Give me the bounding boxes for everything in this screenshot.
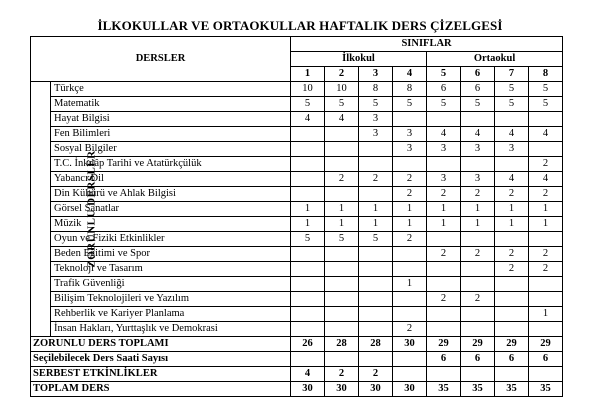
- grade-header: 3: [359, 67, 393, 82]
- subject-row: [31, 307, 563, 322]
- hour-cell: [393, 157, 427, 172]
- hour-cell: [495, 307, 529, 322]
- hour-cell: 1: [529, 202, 563, 217]
- hour-cell: 2: [529, 187, 563, 202]
- hour-cell: 2: [427, 247, 461, 262]
- hour-cell: [325, 187, 359, 202]
- totals-label: Seçilebilecek Ders Saati Sayısı: [31, 352, 291, 367]
- totals-cell: 28: [359, 337, 393, 352]
- hour-cell: 3: [461, 142, 495, 157]
- hour-cell: 4: [495, 172, 529, 187]
- hour-cell: 1: [291, 217, 325, 232]
- hour-cell: 1: [461, 202, 495, 217]
- subject-name: Sosyal Bilgiler: [51, 142, 291, 157]
- hour-cell: 2: [393, 187, 427, 202]
- hour-cell: 1: [359, 217, 393, 232]
- hour-cell: [427, 157, 461, 172]
- hour-cell: [461, 232, 495, 247]
- hour-cell: 5: [325, 232, 359, 247]
- hour-cell: [291, 127, 325, 142]
- hour-cell: [529, 232, 563, 247]
- subject-row: [31, 172, 563, 187]
- hour-cell: 1: [529, 217, 563, 232]
- hour-cell: [291, 172, 325, 187]
- hour-cell: 2: [461, 187, 495, 202]
- hour-cell: [461, 112, 495, 127]
- subject-name: Oyun ve Fiziki Etkinlikler: [51, 232, 291, 247]
- hour-cell: 2: [325, 172, 359, 187]
- subject-name: Matematik: [51, 97, 291, 112]
- hour-cell: 2: [495, 262, 529, 277]
- hour-cell: 2: [461, 247, 495, 262]
- hour-cell: 1: [393, 277, 427, 292]
- hour-cell: 2: [393, 172, 427, 187]
- hour-cell: 2: [461, 292, 495, 307]
- ortaokul-header: Ortaokul: [427, 52, 563, 67]
- totals-cell: 26: [291, 337, 325, 352]
- hour-cell: [427, 232, 461, 247]
- hour-cell: [359, 307, 393, 322]
- subject-name: Rehberlik ve Kariyer Planlama: [51, 307, 291, 322]
- totals-cell: 29: [461, 337, 495, 352]
- siniflar-header: SINIFLAR: [291, 37, 563, 52]
- subject-row: [31, 82, 563, 97]
- subject-row: [31, 202, 563, 217]
- hour-cell: 1: [427, 202, 461, 217]
- subject-name: Hayat Bilgisi: [51, 112, 291, 127]
- hour-cell: 2: [393, 232, 427, 247]
- hour-cell: 1: [529, 307, 563, 322]
- hour-cell: 3: [359, 112, 393, 127]
- hour-cell: 8: [359, 82, 393, 97]
- hour-cell: [393, 292, 427, 307]
- hour-cell: 1: [359, 202, 393, 217]
- hour-cell: [291, 142, 325, 157]
- hour-cell: 2: [393, 322, 427, 337]
- grade-header: 8: [529, 67, 563, 82]
- totals-row: [31, 337, 563, 352]
- subject-name: Görsel Sanatlar: [51, 202, 291, 217]
- hour-cell: 2: [495, 187, 529, 202]
- subject-row: [31, 187, 563, 202]
- subject-row: [31, 277, 563, 292]
- hour-cell: [291, 157, 325, 172]
- subject-name: Bilişim Teknolojileri ve Yazılım: [51, 292, 291, 307]
- hour-cell: 5: [461, 97, 495, 112]
- totals-cell: 6: [461, 352, 495, 367]
- totals-cell: [393, 352, 427, 367]
- hour-cell: [291, 187, 325, 202]
- hour-cell: [461, 262, 495, 277]
- totals-cell: 35: [427, 382, 461, 397]
- hour-cell: 5: [359, 97, 393, 112]
- hour-cell: [359, 277, 393, 292]
- totals-cell: 30: [359, 382, 393, 397]
- group-label-text: ZORUNLU DERSLER: [85, 149, 98, 268]
- hour-cell: 2: [529, 157, 563, 172]
- hour-cell: [529, 112, 563, 127]
- hour-cell: [495, 232, 529, 247]
- subject-row: [31, 322, 563, 337]
- totals-cell: [359, 352, 393, 367]
- totals-cell: [495, 367, 529, 382]
- dersler-header: DERSLER: [31, 37, 291, 82]
- hour-cell: [461, 157, 495, 172]
- totals-cell: 29: [495, 337, 529, 352]
- subject-row: [31, 112, 563, 127]
- hour-cell: 6: [427, 82, 461, 97]
- totals-cell: [291, 352, 325, 367]
- hour-cell: 2: [427, 292, 461, 307]
- hour-cell: [325, 127, 359, 142]
- hour-cell: 2: [427, 187, 461, 202]
- hour-cell: 1: [393, 217, 427, 232]
- hour-cell: 5: [325, 97, 359, 112]
- subject-row: [31, 127, 563, 142]
- hour-cell: 1: [393, 202, 427, 217]
- hour-cell: 5: [359, 232, 393, 247]
- hour-cell: 3: [427, 142, 461, 157]
- subject-row: [31, 97, 563, 112]
- hour-cell: [291, 277, 325, 292]
- hour-cell: [427, 307, 461, 322]
- hour-cell: [325, 307, 359, 322]
- totals-cell: 30: [393, 337, 427, 352]
- hour-cell: 4: [461, 127, 495, 142]
- totals-cell: 35: [461, 382, 495, 397]
- hour-cell: 3: [427, 172, 461, 187]
- hour-cell: 3: [461, 172, 495, 187]
- hour-cell: 1: [325, 217, 359, 232]
- hour-cell: 5: [529, 97, 563, 112]
- hour-cell: 4: [529, 127, 563, 142]
- hour-cell: [325, 262, 359, 277]
- totals-cell: 30: [325, 382, 359, 397]
- grade-header: 1: [291, 67, 325, 82]
- hour-cell: 6: [461, 82, 495, 97]
- hour-cell: 5: [427, 97, 461, 112]
- totals-cell: [427, 367, 461, 382]
- hour-cell: 4: [529, 172, 563, 187]
- hour-cell: [325, 157, 359, 172]
- hour-cell: [359, 157, 393, 172]
- hour-cell: [325, 247, 359, 262]
- totals-cell: 30: [291, 382, 325, 397]
- hour-cell: 3: [393, 127, 427, 142]
- hour-cell: [325, 277, 359, 292]
- hour-cell: [393, 262, 427, 277]
- grade-header: 5: [427, 67, 461, 82]
- totals-cell: [461, 367, 495, 382]
- hour-cell: 1: [461, 217, 495, 232]
- totals-row: [31, 382, 563, 397]
- hour-cell: [427, 112, 461, 127]
- hour-cell: [359, 322, 393, 337]
- grade-header: 4: [393, 67, 427, 82]
- hour-cell: [291, 247, 325, 262]
- hour-cell: 1: [291, 202, 325, 217]
- hour-cell: [495, 292, 529, 307]
- hour-cell: [529, 292, 563, 307]
- grade-header: 2: [325, 67, 359, 82]
- totals-cell: [393, 367, 427, 382]
- totals-cell: 6: [529, 352, 563, 367]
- subject-name: İnsan Hakları, Yurttaşlık ve Demokrasi: [51, 322, 291, 337]
- hour-cell: [291, 262, 325, 277]
- subject-name: Müzik: [51, 217, 291, 232]
- hour-cell: 8: [393, 82, 427, 97]
- hour-cell: 3: [359, 127, 393, 142]
- hour-cell: 10: [291, 82, 325, 97]
- subject-name: Din Kültürü ve Ahlak Bilgisi: [51, 187, 291, 202]
- totals-cell: [529, 367, 563, 382]
- totals-cell: 35: [495, 382, 529, 397]
- hour-cell: [325, 292, 359, 307]
- totals-cell: 29: [427, 337, 461, 352]
- subject-name: T.C. İnkılâp Tarihi ve Atatürkçülük: [51, 157, 291, 172]
- totals-label: ZORUNLU DERS TOPLAMI: [31, 337, 291, 352]
- hour-cell: 4: [325, 112, 359, 127]
- hour-cell: [495, 322, 529, 337]
- hour-cell: 2: [359, 172, 393, 187]
- hour-cell: [529, 322, 563, 337]
- hour-cell: 4: [291, 112, 325, 127]
- hour-cell: [529, 277, 563, 292]
- subject-name: Trafik Güvenliği: [51, 277, 291, 292]
- totals-cell: 4: [291, 367, 325, 382]
- hour-cell: [325, 322, 359, 337]
- schedule-table: [30, 36, 563, 397]
- grade-header: 7: [495, 67, 529, 82]
- subject-name: Türkçe: [51, 82, 291, 97]
- hour-cell: [393, 112, 427, 127]
- hour-cell: [461, 307, 495, 322]
- hour-cell: 4: [495, 127, 529, 142]
- hour-cell: [393, 307, 427, 322]
- grade-header: 6: [461, 67, 495, 82]
- hour-cell: [291, 307, 325, 322]
- subject-name: Yabancı Dil: [51, 172, 291, 187]
- subject-name: Fen Bilimleri: [51, 127, 291, 142]
- hour-cell: 1: [495, 217, 529, 232]
- hour-cell: [359, 262, 393, 277]
- totals-cell: 6: [427, 352, 461, 367]
- hour-cell: [359, 247, 393, 262]
- totals-row: [31, 367, 563, 382]
- totals-cell: 2: [325, 367, 359, 382]
- hour-cell: [291, 322, 325, 337]
- hour-cell: 3: [393, 142, 427, 157]
- subject-row: [31, 247, 563, 262]
- subject-row: [31, 262, 563, 277]
- hour-cell: [427, 322, 461, 337]
- subject-row: [31, 232, 563, 247]
- hour-cell: 5: [393, 97, 427, 112]
- subject-row: [31, 292, 563, 307]
- hour-cell: 1: [427, 217, 461, 232]
- totals-cell: [325, 352, 359, 367]
- ilkokul-header: İlkokul: [291, 52, 427, 67]
- hour-cell: 1: [495, 202, 529, 217]
- hour-cell: 1: [325, 202, 359, 217]
- hour-cell: [529, 142, 563, 157]
- totals-cell: 6: [495, 352, 529, 367]
- totals-cell: 29: [529, 337, 563, 352]
- hour-cell: [359, 292, 393, 307]
- hour-cell: 4: [427, 127, 461, 142]
- hour-cell: 2: [529, 262, 563, 277]
- hour-cell: [461, 322, 495, 337]
- page-title: İLKOKULLAR VE ORTAOKULLAR HAFTALIK DERS ÇİZELGESİ: [97, 18, 503, 33]
- hour-cell: [359, 187, 393, 202]
- subject-name: Teknoloji ve Tasarım: [51, 262, 291, 277]
- subject-row: [31, 142, 563, 157]
- hour-cell: 5: [291, 97, 325, 112]
- hour-cell: 5: [495, 82, 529, 97]
- totals-label: TOPLAM DERS: [31, 382, 291, 397]
- subject-row: [31, 157, 563, 172]
- hour-cell: 10: [325, 82, 359, 97]
- hour-cell: [495, 157, 529, 172]
- totals-cell: 28: [325, 337, 359, 352]
- hour-cell: [291, 292, 325, 307]
- hour-cell: 2: [495, 247, 529, 262]
- hour-cell: 5: [495, 97, 529, 112]
- subject-row: [31, 217, 563, 232]
- hour-cell: 2: [529, 247, 563, 262]
- hour-cell: 5: [291, 232, 325, 247]
- hour-cell: 5: [529, 82, 563, 97]
- hour-cell: 3: [495, 142, 529, 157]
- hour-cell: [495, 277, 529, 292]
- totals-cell: 35: [529, 382, 563, 397]
- hour-cell: [461, 277, 495, 292]
- subject-name: Beden Eğitimi ve Spor: [51, 247, 291, 262]
- hour-cell: [495, 112, 529, 127]
- hour-cell: [427, 262, 461, 277]
- totals-cell: 30: [393, 382, 427, 397]
- totals-row: [31, 352, 563, 367]
- hour-cell: [325, 142, 359, 157]
- totals-cell: 2: [359, 367, 393, 382]
- hour-cell: [427, 277, 461, 292]
- hour-cell: [359, 142, 393, 157]
- totals-label: SERBEST ETKİNLİKLER: [31, 367, 291, 382]
- hour-cell: [393, 247, 427, 262]
